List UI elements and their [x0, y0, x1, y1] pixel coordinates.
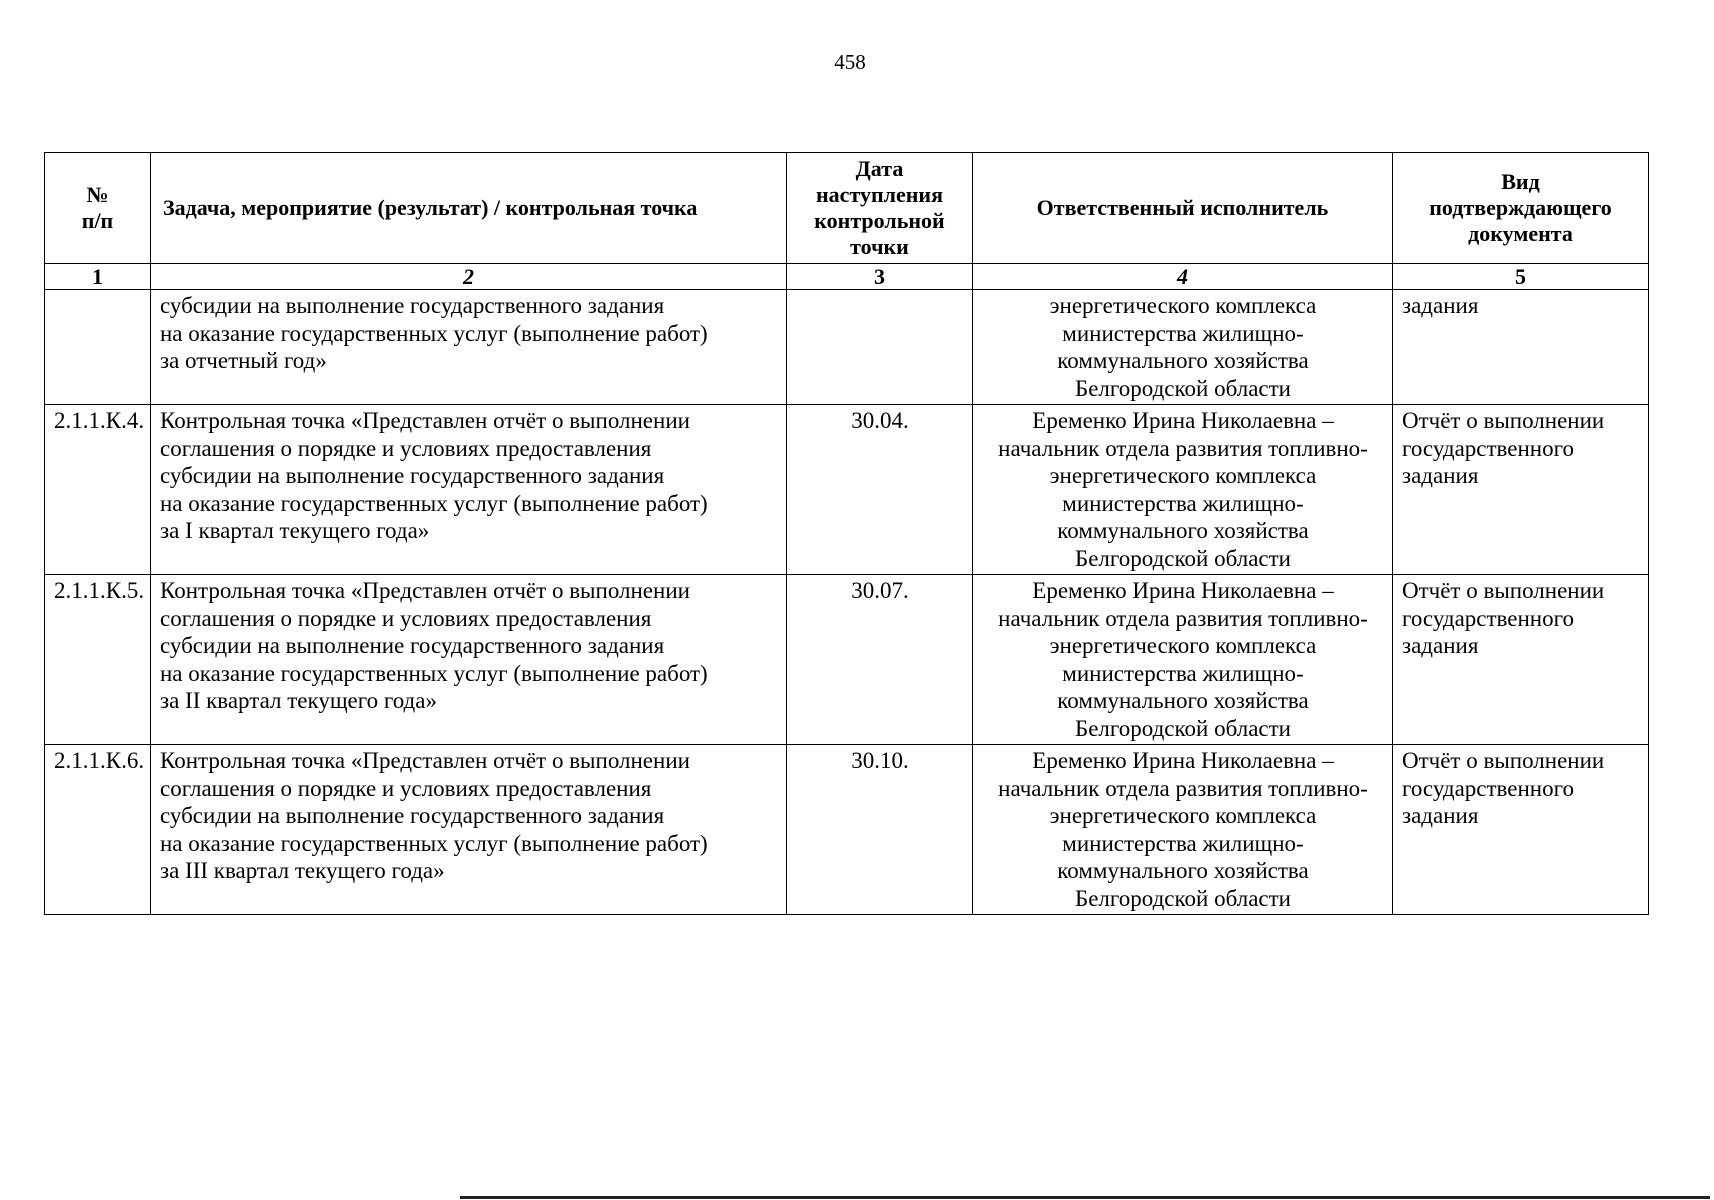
- row-num: 2.1.1.К.4.: [45, 405, 151, 575]
- row-date: 30.07.: [787, 575, 973, 745]
- table-row-continuation: [45, 290, 1649, 405]
- column-number-row: [45, 264, 1649, 290]
- row-task: субсидии на выполнение государственного задания на оказание государственных услуг (выполнение работ) за отчетный год»: [151, 290, 787, 405]
- row-doc: задания: [1393, 290, 1649, 405]
- table-row: [45, 575, 1649, 745]
- row-num: [45, 290, 151, 405]
- row-doc: Отчёт о выполнении государственного задания: [1393, 575, 1649, 745]
- column-number: 3: [787, 264, 973, 290]
- header-responsible: Ответственный исполнитель: [973, 153, 1393, 264]
- header-num: № п/п: [45, 153, 151, 264]
- row-num: 2.1.1.К.6.: [45, 745, 151, 915]
- header-doc: Вид подтверждающего документа: [1393, 153, 1649, 264]
- scan-edge-line: [460, 1196, 1710, 1199]
- page-number: 458: [834, 50, 866, 74]
- row-date: 30.10.: [787, 745, 973, 915]
- row-responsible: энергетического комплекса министерства жилищно- коммунального хозяйства Белгородской области: [973, 290, 1393, 405]
- row-responsible: Еременко Ирина Николаевна – начальник отдела развития топливно- энергетического комплекса министерства жилищно- коммунального хозяйства Белгородской области: [973, 405, 1393, 575]
- row-num: 2.1.1.К.5.: [45, 575, 151, 745]
- column-number: 4: [973, 264, 1393, 290]
- row-doc: Отчёт о выполнении государственного задания: [1393, 745, 1649, 915]
- row-task: Контрольная точка «Представлен отчёт о выполнении соглашения о порядке и условиях предоставления субсидии на выполнение государственного задания на оказание государственных услуг (выполнение работ) за I квартал текущего года»: [151, 405, 787, 575]
- row-doc: Отчёт о выполнении государственного задания: [1393, 405, 1649, 575]
- row-date: [787, 290, 973, 405]
- row-date: 30.04.: [787, 405, 973, 575]
- column-number: 2: [151, 264, 787, 290]
- header-date: Дата наступления контрольной точки: [787, 153, 973, 264]
- header-row: [45, 153, 1649, 264]
- header-task: Задача, мероприятие (результат) / контрольная точка: [151, 153, 787, 264]
- table-row: [45, 745, 1649, 915]
- table-row: [45, 405, 1649, 575]
- row-responsible: Еременко Ирина Николаевна – начальник отдела развития топливно- энергетического комплекса министерства жилищно- коммунального хозяйства Белгородской области: [973, 745, 1393, 915]
- control-points-table: [44, 152, 1649, 915]
- column-number: 5: [1393, 264, 1649, 290]
- row-task: Контрольная точка «Представлен отчёт о выполнении соглашения о порядке и условиях предоставления субсидии на выполнение государственного задания на оказание государственных услуг (выполнение работ) за II квартал текущего года»: [151, 575, 787, 745]
- row-responsible: Еременко Ирина Николаевна – начальник отдела развития топливно- энергетического комплекса министерства жилищно- коммунального хозяйства Белгородской области: [973, 575, 1393, 745]
- row-task: Контрольная точка «Представлен отчёт о выполнении соглашения о порядке и условиях предоставления субсидии на выполнение государственного задания на оказание государственных услуг (выполнение работ) за III квартал текущего года»: [151, 745, 787, 915]
- column-number: 1: [45, 264, 151, 290]
